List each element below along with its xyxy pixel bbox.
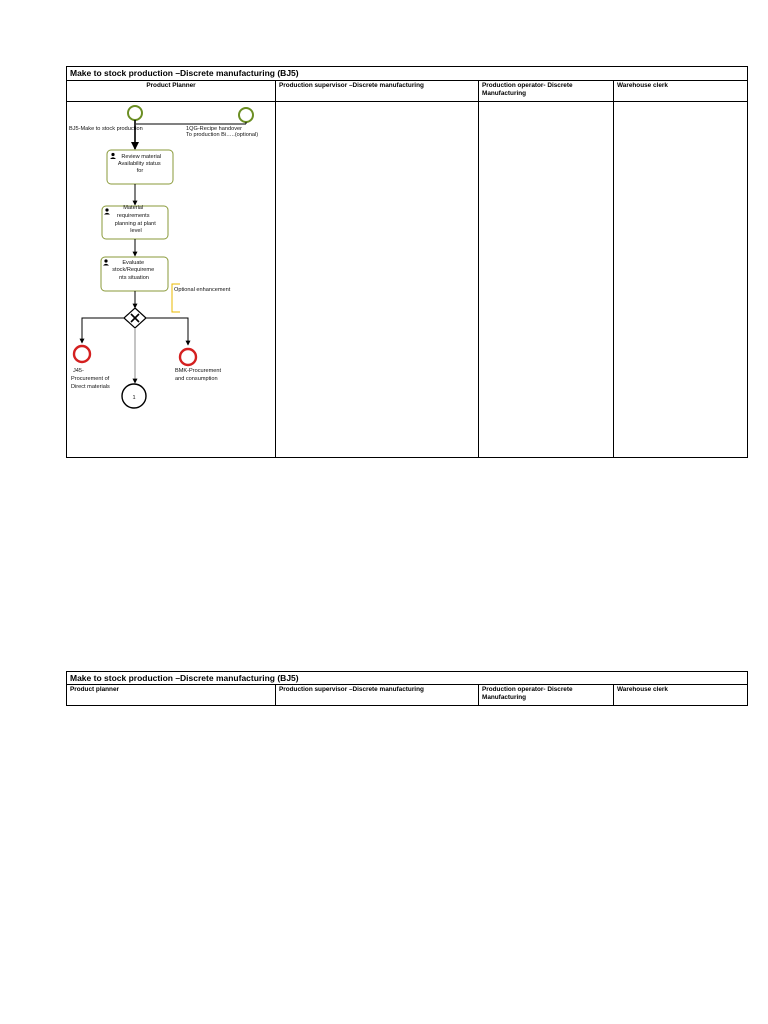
table-title: Make to stock production –Discrete manufacturing (BJ5) (67, 67, 747, 81)
process-table-2 (66, 671, 748, 706)
end-event-bmk[interactable] (180, 349, 196, 365)
exclusive-gateway[interactable] (124, 308, 146, 328)
table-title: Make to stock production –Discrete manufacturing (BJ5) (67, 672, 747, 685)
lane-divider (275, 685, 276, 705)
lane-header-production-operator-line2: Manufacturing (482, 694, 527, 701)
sequence-flow (82, 318, 124, 343)
task-material-requirements-planning-label: Material requirements planning at plant level (114, 205, 156, 234)
task-evaluate-stock-label: Evaluate stock/Requireme nts situation (112, 260, 155, 281)
off-page-connector-label: 1 (132, 395, 136, 401)
start-event-1qg-label-line1: 1QG-Recipe handover (186, 126, 242, 132)
lane-header-production-operator-line1: Production operator- Discrete (482, 686, 573, 693)
lane-divider (478, 685, 479, 705)
lane-header-production-supervisor: Production supervisor –Discrete manufacturing (279, 686, 424, 693)
lane-header-warehouse-clerk: Warehouse clerk (617, 686, 668, 693)
sequence-flow (146, 318, 188, 345)
end-event-j45[interactable] (74, 346, 90, 362)
lane-header-product-planner: Product planner (70, 686, 120, 693)
lane-header-production-operator (479, 685, 613, 705)
annotation-optional-enhancement: Optional enhancement (174, 287, 231, 293)
lane-header-warehouse-clerk: Warehouse clerk (617, 82, 668, 89)
end-event-j45-label: J45- Procurement of Direct materials (71, 368, 110, 390)
lane-header-production-supervisor: Production supervisor –Discrete manufacturing (279, 82, 424, 89)
start-event-1qg[interactable] (239, 108, 253, 122)
lane-header-product-planner: Product Planner (146, 82, 196, 89)
lane-header-row (67, 685, 747, 705)
start-event-bj5[interactable] (128, 106, 142, 120)
task-review-material-label: Review material Availability status for (117, 154, 162, 174)
lane-divider (613, 685, 614, 705)
lane-header-production-operator-line1: Production operator- Discrete (482, 82, 573, 89)
start-event-1qg-label-line2: To production Bi…..(optional) (186, 132, 259, 138)
end-event-bmk-label: BMK-Procurement and consumption (175, 368, 222, 382)
start-event-bj5-label: BJ5-Make to stock production (69, 126, 143, 132)
lane-header-production-operator-line2: Manufacturing (482, 90, 527, 97)
